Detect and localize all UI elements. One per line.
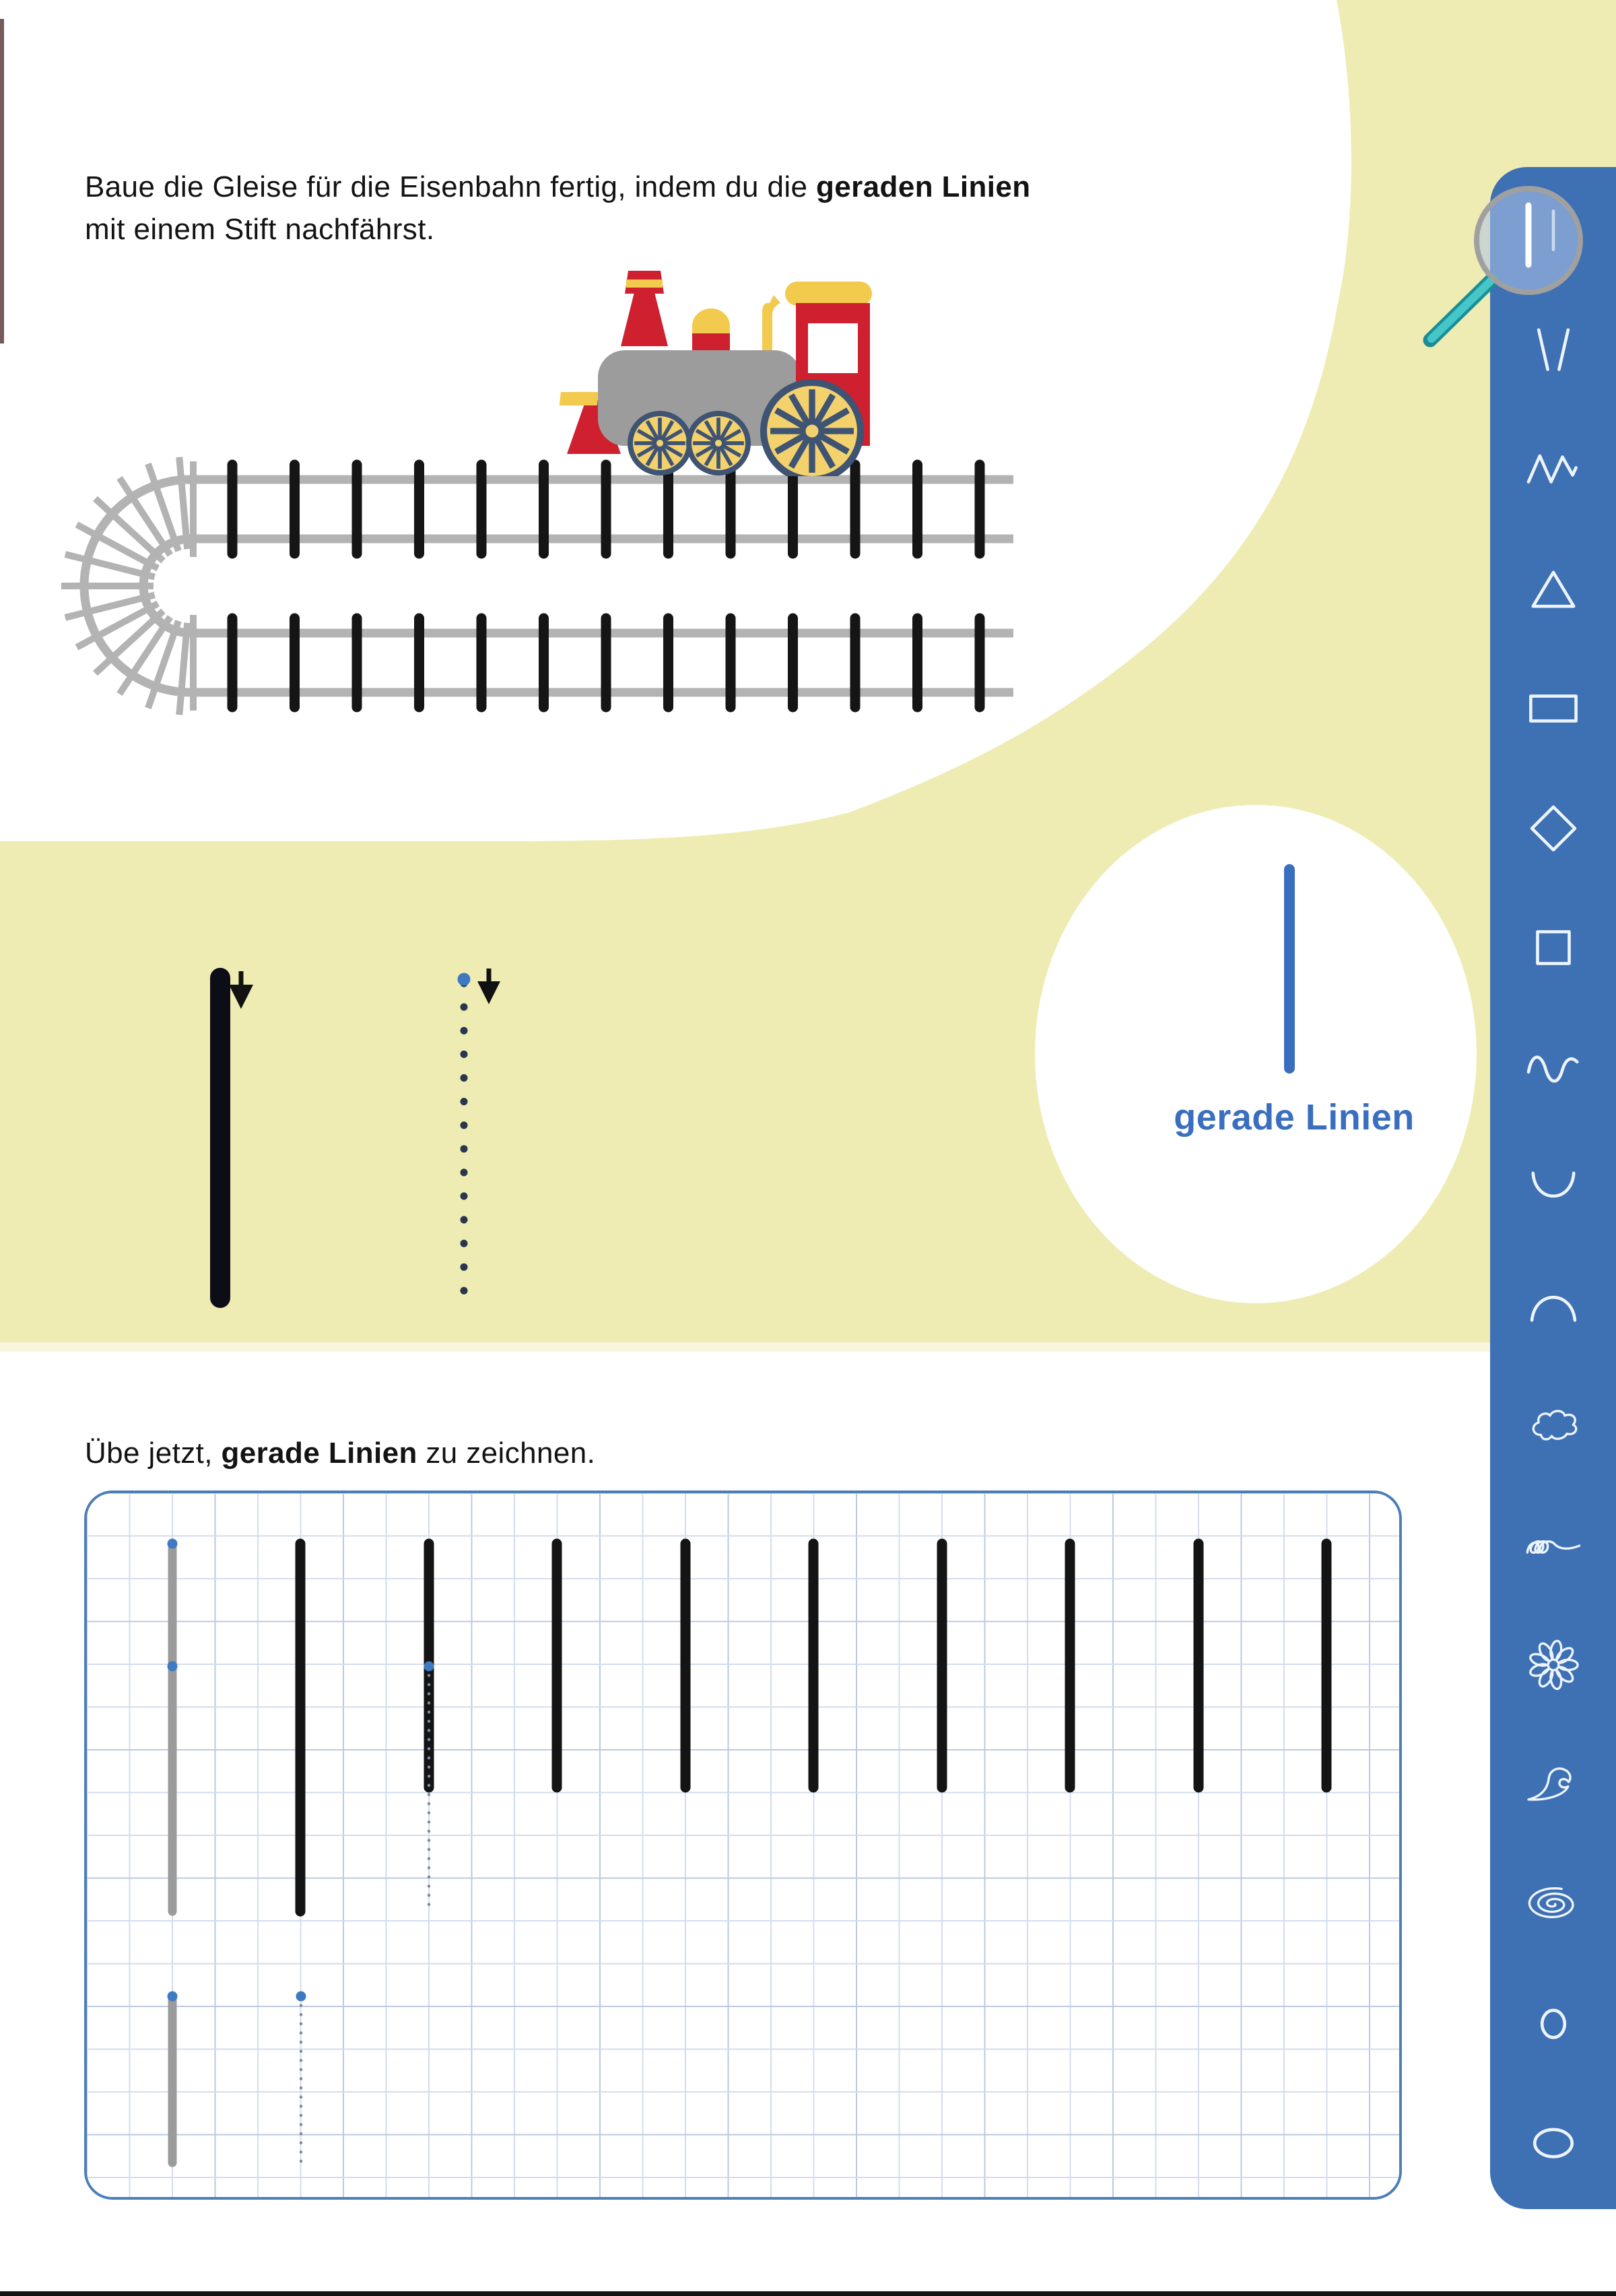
- oval-icon: [1490, 2115, 1616, 2171]
- smokestack: [621, 292, 668, 346]
- page-bottom-edge: [0, 2291, 1616, 2296]
- spiral-icon: [1490, 1876, 1616, 1932]
- start-dot: [168, 1662, 178, 1672]
- u-curve-icon: [1490, 1158, 1616, 1215]
- down-arrow-icon: [226, 970, 256, 1013]
- down-arrow-icon: [477, 969, 500, 1004]
- train-illustration: [559, 244, 872, 476]
- square-icon: [1490, 919, 1616, 976]
- solid-example-stroke: [210, 968, 230, 1308]
- start-dot: [168, 1539, 178, 1549]
- train-wheel: [630, 414, 689, 473]
- start-dot: [168, 1992, 178, 2002]
- rosette-icon: [1490, 1637, 1616, 1693]
- practice-grid-box: [84, 1490, 1402, 2200]
- smokestack-stripe: [626, 280, 663, 288]
- train-wheel: [764, 383, 861, 476]
- book-spine-edge: [0, 19, 4, 343]
- cab-roof: [785, 282, 872, 306]
- start-dot: [296, 1992, 306, 2002]
- instruction-line1: Baue die Gleise für die Eisenbahn fertig, indem du die: [85, 170, 816, 203]
- steam-dome-base: [692, 333, 730, 350]
- dotted-example-stroke: [424, 963, 532, 1330]
- cowcatcher-stripe: [560, 392, 599, 405]
- cab-window: [808, 323, 858, 373]
- wave-icon: [1490, 1039, 1616, 1096]
- arch-icon: [1490, 1278, 1616, 1335]
- instruction-line1-bold: geraden Linien: [816, 170, 1031, 203]
- practice-heading: Übe jetzt, gerade Linien zu zeichnen.: [85, 1437, 596, 1470]
- badge-label: gerade Linien: [1174, 1097, 1415, 1138]
- zigzag-icon: [1490, 441, 1616, 498]
- start-dot: [458, 973, 471, 986]
- loops-icon: [1490, 1517, 1616, 1574]
- train-wheel: [689, 414, 748, 473]
- instruction-text: [85, 166, 1095, 251]
- badge-circle: [1035, 805, 1477, 1303]
- diamond-icon: [1490, 800, 1616, 857]
- cloud-icon: [1490, 1398, 1616, 1454]
- rectangle-icon: [1490, 680, 1616, 737]
- curve-spokes: [61, 457, 187, 715]
- whistle: [762, 295, 780, 350]
- shapes-sidebar: [1490, 167, 1616, 2209]
- practice-grid: [87, 1493, 1399, 2197]
- railway-track: [34, 424, 1044, 748]
- triangle-icon: [1490, 561, 1616, 618]
- ocean-wave-icon: [1490, 1757, 1616, 1813]
- start-dot: [424, 1662, 434, 1672]
- instruction-line2: mit einem Stift nachfährst.: [85, 213, 435, 246]
- magnifier-icon: [1401, 164, 1616, 366]
- small-circle-icon: [1490, 1996, 1616, 2052]
- track-ties: [232, 465, 980, 707]
